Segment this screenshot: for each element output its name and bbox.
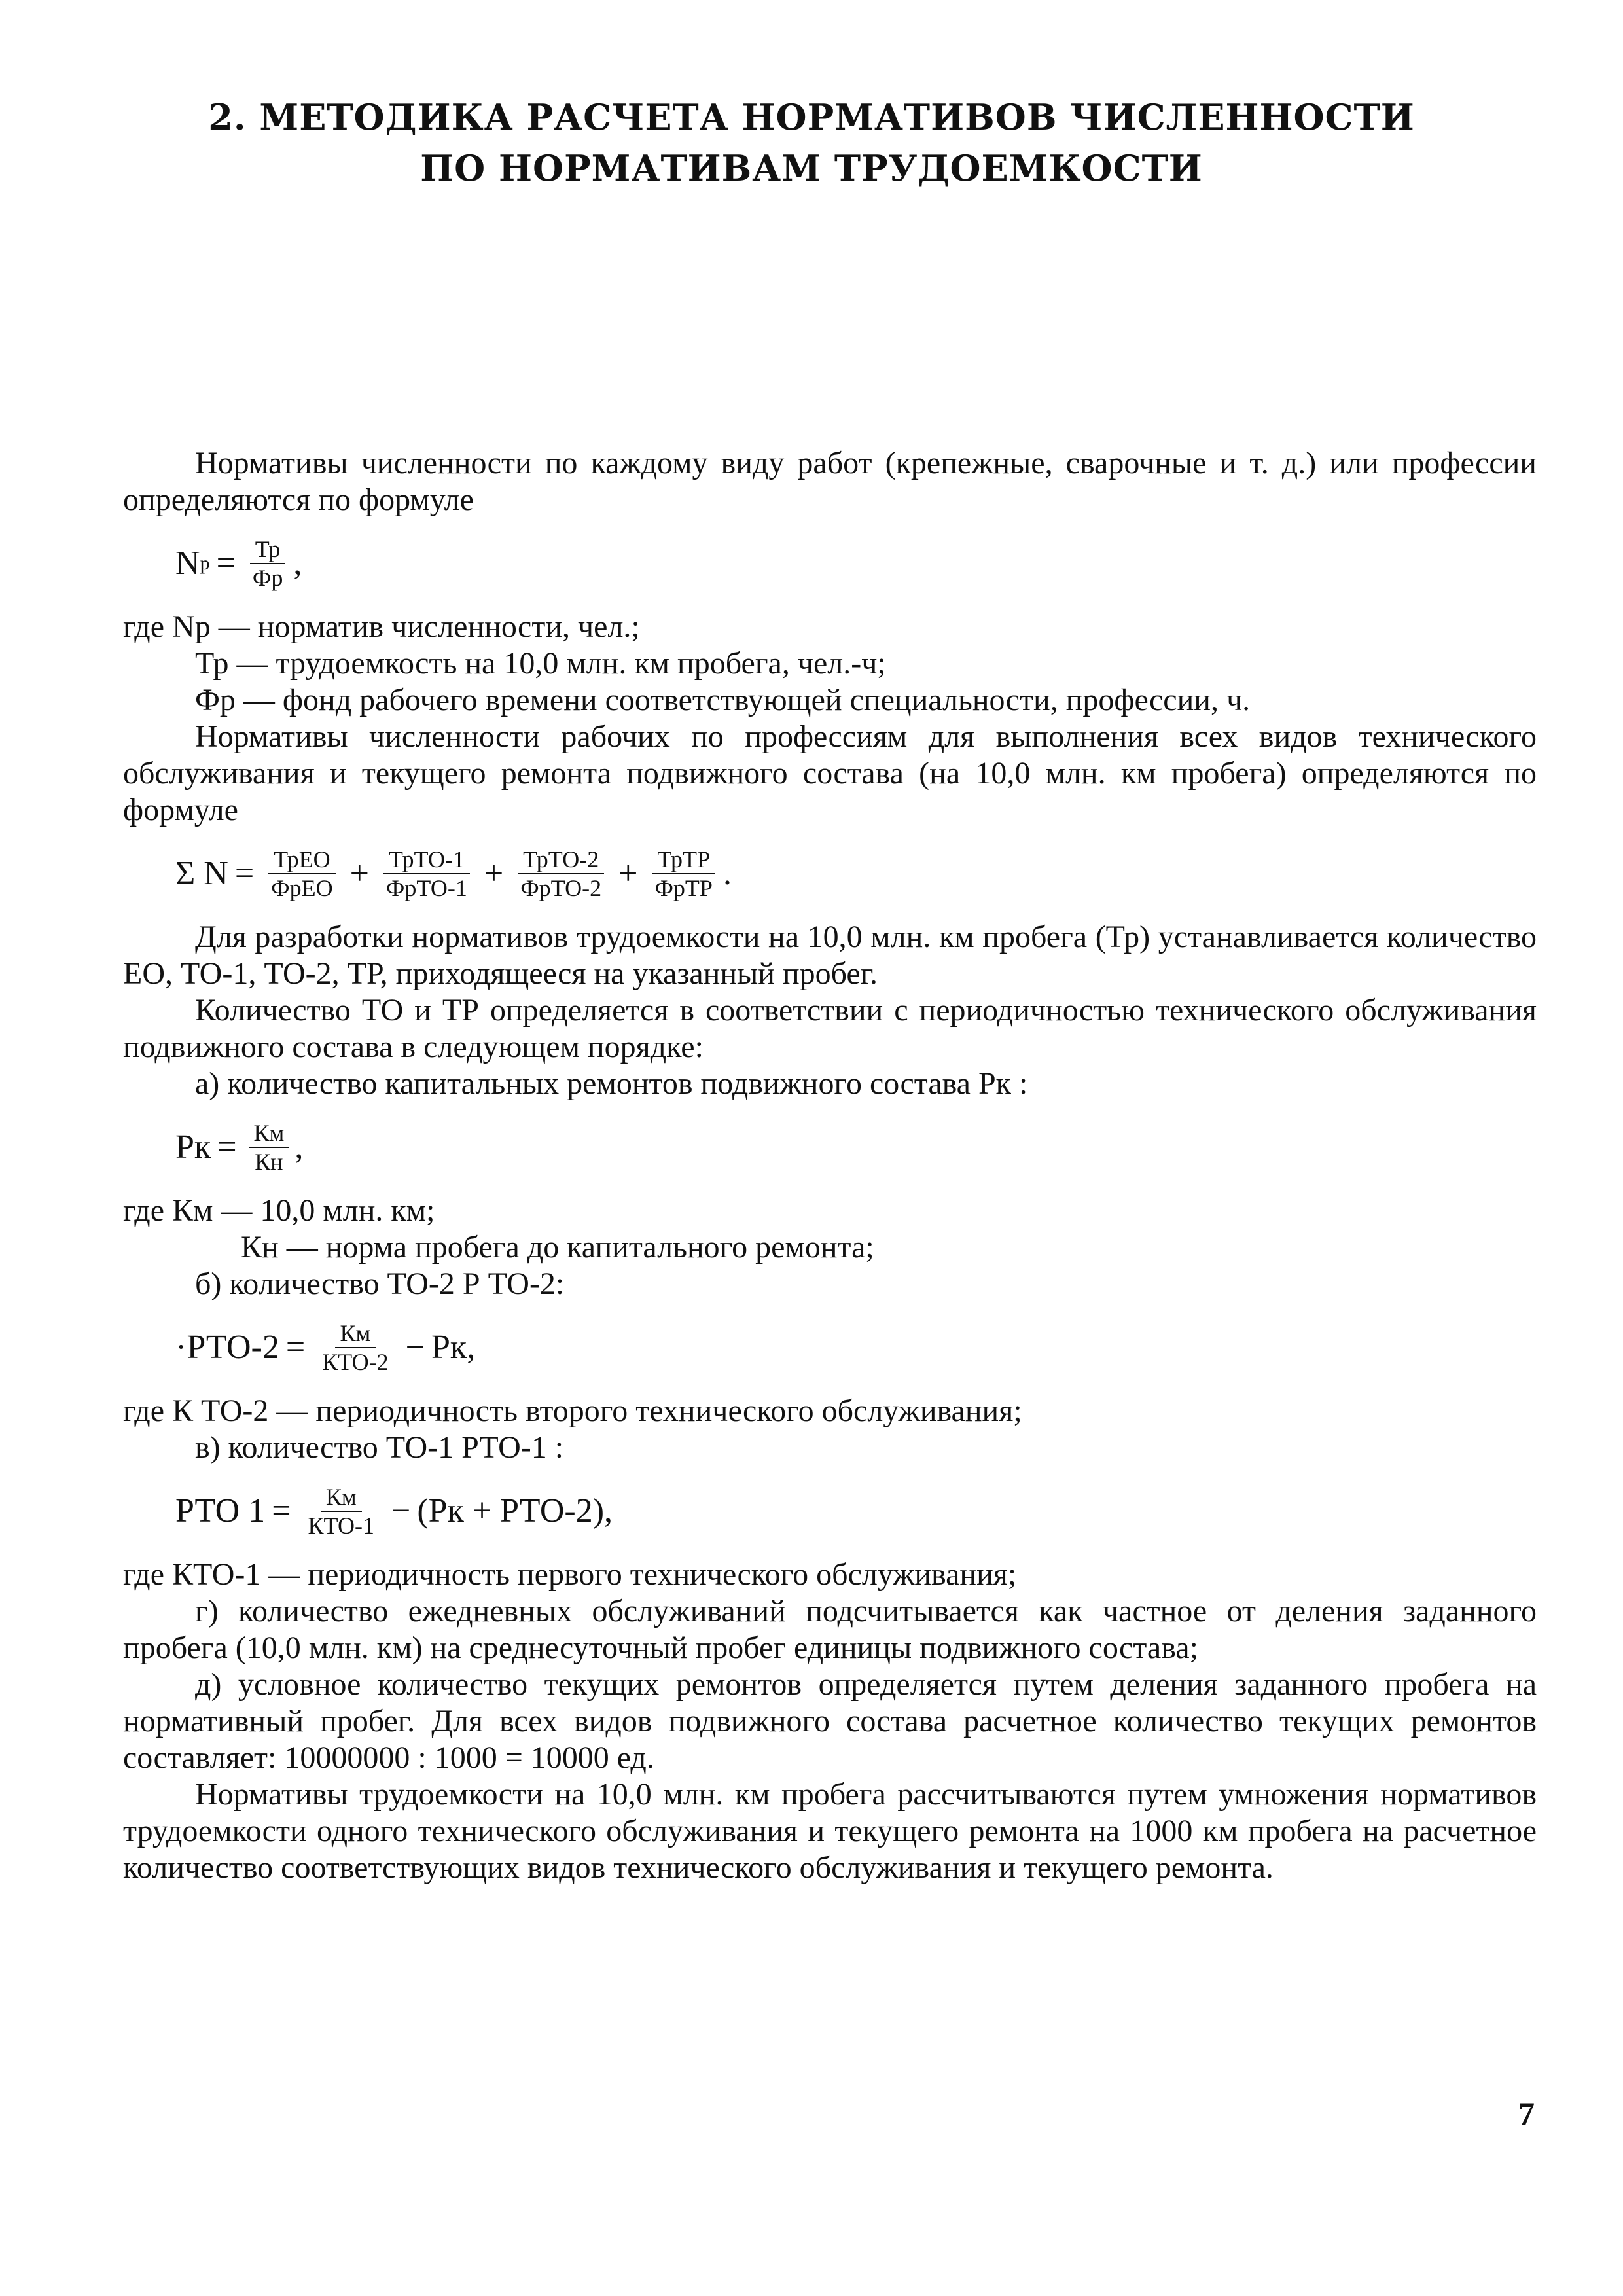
item-d: г) количество ежедневных обслуживаний подсчитывается как частное от деления заданного пробега (10,0 млн. км) на среднесуточный пробег единицы подвижного состава; (123, 1594, 1537, 1665)
term-tr-numerator: ТрТР (652, 846, 715, 874)
formula-pk-eq: = (217, 1128, 237, 1166)
page-number: 7 (1518, 2095, 1535, 2132)
term-tr-denominator: ФрТР (654, 875, 713, 901)
formula-pto2-numerator: Км (335, 1319, 376, 1348)
formula-sum-n (175, 846, 1537, 902)
term-to2-numerator: ТрТО-2 (518, 846, 604, 874)
formula-pto1-tail: , (604, 1492, 613, 1530)
formula-sum-term-to2 (515, 846, 607, 902)
paragraph-norms-workers: Нормативы численности рабочих по профессиям для выполнения всех видов технического обслуживания и текущего ремонта подвижного состава (на 10,0 млн. км пробега) определяются по формуле (123, 719, 1537, 827)
page-title (0, 92, 1623, 194)
formula-pto1-minus: − (391, 1492, 411, 1530)
formula-pto2-rest: Рк (431, 1329, 467, 1366)
formula-pto1 (175, 1483, 1537, 1539)
formula-sum-plus-2: + (484, 855, 504, 892)
formula-pto1-eq: = (272, 1492, 291, 1530)
item-c: в) количество ТО-1 РТО-1 : (195, 1430, 564, 1465)
formula-pto1-lhs: РТО 1 (175, 1492, 266, 1530)
where-np: где Nр — норматив численности, чел.; (123, 609, 640, 644)
where-fr: Фр — фонд рабочего времени соответствующей специальности, профессии, ч. (195, 683, 1251, 717)
formula-pto1-rest: (Рк + РТО-2) (417, 1492, 605, 1530)
formula-pto1-fraction (303, 1483, 380, 1539)
item-e: д) условное количество текущих ремонтов определяется путем деления заданного пробега на нормативный пробег. Для всех видов подвижного состава расчетное количество текущих ремонтов составляет: 10000000 : 1000 = 10000 ед. (123, 1667, 1537, 1775)
formula-pk-tail: , (294, 1128, 304, 1166)
item-b: б) количество ТО-2 Р ТО-2: (195, 1266, 565, 1301)
formula-pto2 (175, 1319, 1537, 1376)
formula-np-denominator: Фр (252, 565, 283, 591)
formula-sum-tail: . (722, 855, 732, 892)
formula-sum-term-to1 (381, 846, 473, 902)
formula-pto2-tail: , (467, 1329, 476, 1366)
formula-sum-lhs: Σ N (175, 855, 228, 892)
document-body (123, 445, 1537, 1886)
term-to1-denominator: ФрТО-1 (385, 875, 467, 901)
formula-sum-term-tr (649, 846, 717, 902)
where-km: где Км — 10,0 млн. км; (123, 1193, 435, 1228)
where-kto1: где КТО-1 — периодичность первого технического обслуживания; (123, 1557, 1017, 1592)
formula-np-tail: , (293, 545, 302, 582)
formula-np (175, 535, 1537, 592)
paragraph-final: Нормативы трудоемкости на 10,0 млн. км пробега рассчитываются путем умножения нормативов трудоемкости одного технического обслуживания и текущего ремонта на 1000 км пробега на расчетное количество соответствующих видов технического обслуживания и текущего ремонта. (123, 1777, 1537, 1885)
term-to1-numerator: ТрТО-1 (383, 846, 470, 874)
formula-pto2-minus: − (405, 1329, 425, 1366)
formula-pto2-fraction (317, 1319, 394, 1376)
intro-paragraph: Нормативы численности по каждому виду работ (крепежные, сварочные и т. д.) или профессии определяются по формуле (123, 446, 1537, 517)
formula-np-eq: = (216, 545, 236, 582)
formula-np-fraction (247, 535, 288, 592)
term-eo-numerator: ТрЕО (268, 846, 336, 874)
where-tr: Тр — трудоемкость на 10,0 млн. км пробега, чел.-ч; (195, 646, 886, 681)
item-a: а) количество капитальных ремонтов подвижного состава Рк : (195, 1066, 1028, 1101)
formula-sum-plus-3: + (618, 855, 638, 892)
term-eo-denominator: ФрЕО (271, 875, 333, 901)
formula-pto1-denominator: КТО-1 (308, 1513, 375, 1539)
where-kto2: где К ТО-2 — периодичность второго технического обслуживания; (123, 1393, 1022, 1428)
paragraph-quantity: Количество ТО и ТР определяется в соответствии с периодичностью технического обслуживания подвижного состава в следующем порядке: (123, 993, 1537, 1064)
formula-pto2-eq: = (285, 1329, 306, 1366)
formula-np-numerator: Тр (250, 535, 286, 564)
term-to2-denominator: ФрТО-2 (520, 875, 602, 901)
formula-pk-lhs: Рк (175, 1128, 211, 1166)
formula-pk-denominator: Кн (255, 1149, 283, 1175)
formula-pk-numerator: Км (249, 1119, 290, 1148)
formula-sum-plus-1: + (349, 855, 369, 892)
formula-np-lhs: N (175, 545, 200, 582)
formula-pk (175, 1119, 1537, 1175)
formula-pto1-numerator: Км (321, 1483, 362, 1512)
formula-sum-eq: = (234, 855, 255, 892)
where-kn: Кн — норма пробега до капитального ремонта; (241, 1230, 874, 1265)
title-line-1: 2. МЕТОДИКА РАСЧЕТА НОРМАТИВОВ ЧИСЛЕННОСТИ (208, 96, 1415, 138)
formula-pto2-lhs: ·РТО-2 (175, 1329, 279, 1366)
formula-np-lhs-sub: р (200, 552, 210, 574)
title-line-2: ПО НОРМАТИВАМ ТРУДОЕМКОСТИ (420, 147, 1203, 189)
formula-pto2-denominator: КТО-2 (322, 1349, 389, 1375)
formula-pk-fraction (249, 1119, 290, 1175)
formula-sum-term-eo (266, 846, 338, 902)
paragraph-development: Для разработки нормативов трудоемкости на 10,0 млн. км пробега (Тр) устанавливается количество ЕО, ТО-1, ТО-2, ТР, приходящееся на указанный пробег. (123, 920, 1537, 991)
